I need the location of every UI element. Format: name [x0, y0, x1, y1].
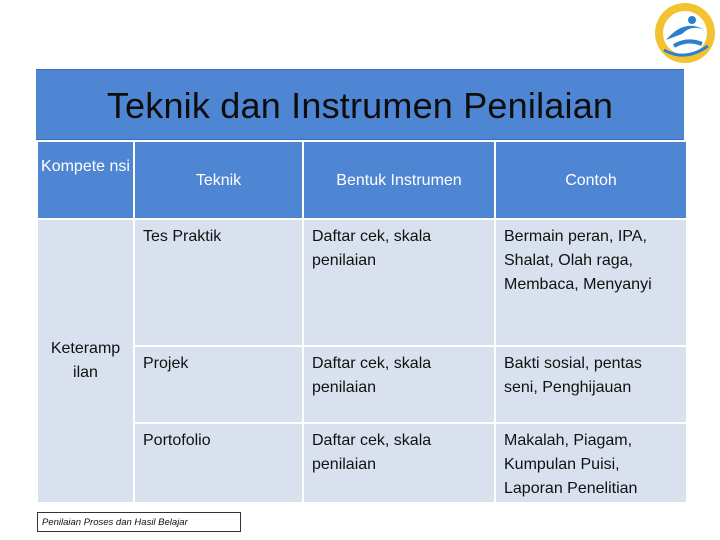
- assessment-table: [36, 140, 688, 504]
- table-header-row: [38, 142, 686, 218]
- kompetensi-value: Keteramp ilan: [50, 340, 121, 381]
- title-band: [36, 69, 684, 140]
- contoh-cell: Bermain peran, IPA, Shalat, Olah raga, Membaca, Menyanyi: [496, 220, 686, 345]
- teknik-cell: Portofolio: [135, 424, 302, 502]
- bentuk-cell: Daftar cek, skala penilaian: [304, 424, 494, 502]
- bentuk-cell: Daftar cek, skala penilaian: [304, 220, 494, 345]
- header-kompetensi: Kompete nsi: [38, 142, 133, 218]
- header-contoh: Contoh: [496, 142, 686, 218]
- footer-label: Penilaian Proses dan Hasil Belajar: [37, 512, 241, 532]
- table-row: [38, 347, 686, 422]
- contoh-cell: Makalah, Piagam, Kumpulan Puisi, Laporan Penelitian: [496, 424, 686, 502]
- teknik-cell: Projek: [135, 347, 302, 422]
- header-bentuk-instrumen: Bentuk Instrumen: [304, 142, 494, 218]
- table-row: [38, 220, 686, 345]
- kurikulum-2013-logo: [652, 0, 718, 66]
- teknik-cell: Tes Praktik: [135, 220, 302, 345]
- bentuk-cell: Daftar cek, skala penilaian: [304, 347, 494, 422]
- kompetensi-cell: [38, 220, 133, 502]
- contoh-cell: Bakti sosial, pentas seni, Penghijauan: [496, 347, 686, 422]
- header-teknik: Teknik: [135, 142, 302, 218]
- page-title: Teknik dan Instrumen Penilaian: [106, 85, 614, 126]
- table-row: [38, 424, 686, 502]
